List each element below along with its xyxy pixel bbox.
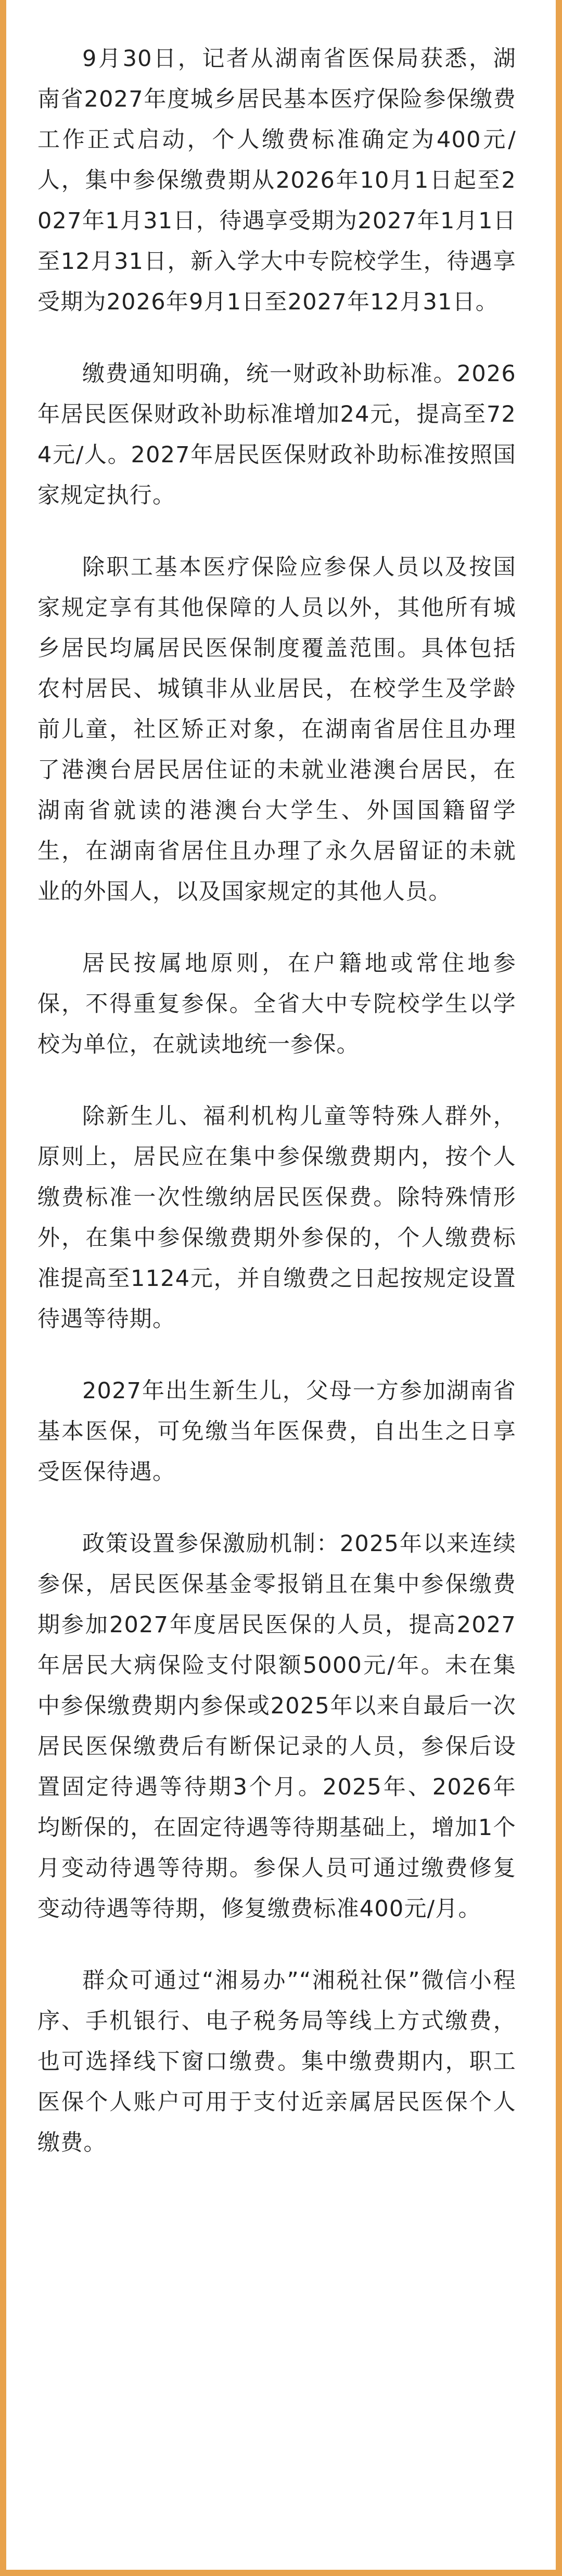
paragraph-coverage-scope: 除职工基本医疗保险应参保人员以及按国家规定享有其他保障的人员以外，其他所有城乡居民均属居民医保制度覆盖范围。具体包括农村居民、城镇非从业居民，在校学生及学龄前儿童，社区矫正对象，在湖南省居住且办理了港澳台居民居住证的未就业港澳台居民，在湖南省就读的港澳台大学生、外国国籍留学生，在湖南省居住且办理了永久居留证的未就业的外国人，以及国家规定的其他人员。 <box>37 554 516 905</box>
article-body <box>37 38 516 2194</box>
paragraph-fiscal-subsidy: 缴费通知明确，统一财政补助标准。2026年居民医保财政补助标准增加24元，提高至724元/人。2027年居民医保财政补助标准按照国家规定执行。 <box>37 361 516 509</box>
paragraph-incentive-mechanism: 政策设置参保激励机制：2025年以来连续参保，居民医保基金零报销且在集中参保缴费期参加2027年度居民医保的人员，提高2027年居民大病保险支付限额5000元/年。未在集中参保缴费期内参保或2025年以来自最后一次居民医保缴费后有断保记录的人员，参保后设置固定待遇等待期3个月。2025年、2026年均断保的，在固定待遇等待期基础上，增加1个月变动待遇等待期。参保人员可通过缴费修复变动待遇等待期，修复缴费标准400元/月。 <box>37 1531 516 1922</box>
paragraph-enrollment-start: 9月30日，记者从湖南省医保局获悉，湖南省2027年度城乡居民基本医疗保险参保缴费工作正式启动，个人缴费标准确定为400元/人，集中参保缴费期从2026年10月1日起至2027年1月31日，待遇享受期为2027年1月1日至12月31日，新入学大中专院校学生，待遇享受期为2026年9月1日至2027年12月31日。 <box>37 46 516 315</box>
paragraph-payment-period: 除新生儿、福利机构儿童等特殊人群外，原则上，居民应在集中参保缴费期内，按个人缴费标准一次性缴纳居民医保费。除特殊情形外，在集中参保缴费期外参保的，个人缴费标准提高至1124元，并自缴费之日起按规定设置待遇等待期。 <box>37 1103 516 1332</box>
paragraph-territorial-principle: 居民按属地原则，在户籍地或常住地参保，不得重复参保。全省大中专院校学生以学校为单位，在就读地统一参保。 <box>37 951 516 1058</box>
paragraph-payment-channels: 群众可通过“湘易办”“湘税社保”微信小程序、手机银行、电子税务局等线上方式缴费，也可选择线下窗口缴费。集中缴费期内，职工医保个人账户可用于支付近亲属居民医保个人缴费。 <box>37 1968 516 2156</box>
paragraph-newborn-policy: 2027年出生新生儿，父母一方参加湖南省基本医保，可免缴当年医保费，自出生之日享受医保待遇。 <box>37 1378 516 1485</box>
